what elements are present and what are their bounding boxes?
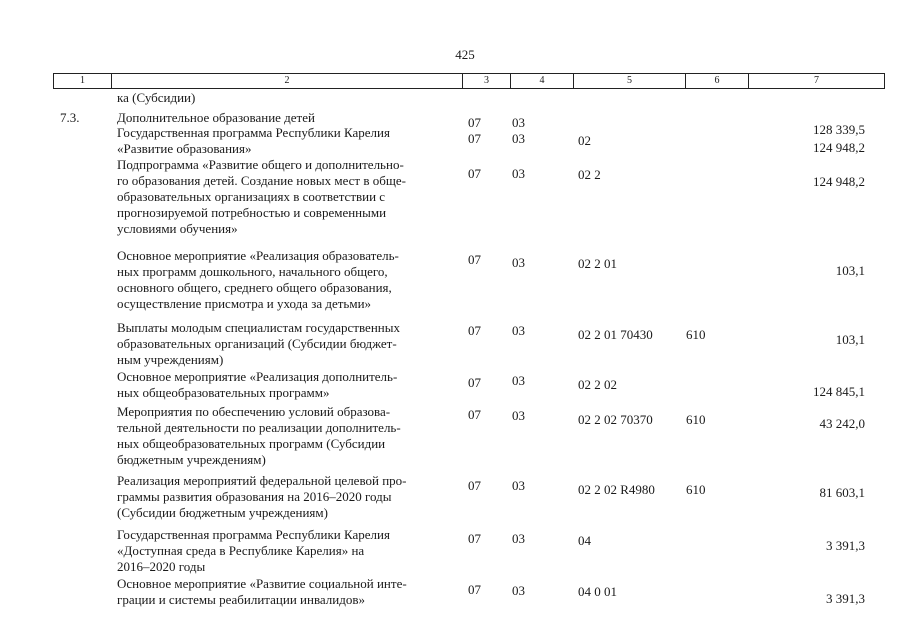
- row-subsection: 03: [512, 115, 525, 130]
- row-amount: 81 603,1: [819, 485, 865, 500]
- row-subsection: 03: [512, 373, 525, 388]
- row-target-code: 04 0 01: [578, 584, 617, 599]
- row-amount: 128 339,5: [813, 122, 865, 137]
- row-amount: 124 948,2: [813, 140, 865, 155]
- row-section: 07: [468, 478, 481, 493]
- header-col-3: 3: [462, 74, 510, 88]
- header-col-6: 6: [685, 74, 748, 88]
- row-name: Государственная программа Республики Карелия «Доступная среда в Республике Карелия» на 2016–2020 годы: [117, 527, 390, 574]
- row-amount: 124 845,1: [813, 384, 865, 399]
- row-target-code: 04: [578, 533, 591, 548]
- row-target-code: 02 2: [578, 167, 601, 182]
- row-amount: 3 391,3: [826, 538, 865, 553]
- row-section: 07: [468, 115, 481, 130]
- row-subsection: 03: [512, 323, 525, 338]
- row-name: Выплаты молодым специалистам государственных образовательных организаций (Субсидии бюджет- ным учреждениям): [117, 320, 400, 367]
- table-header: [53, 73, 885, 89]
- row-amount: 103,1: [835, 263, 865, 278]
- row-target-code: 02 2 02 R4980: [578, 482, 655, 497]
- row-name: Основное мероприятие «Реализация дополнитель- ных общеобразовательных программ»: [117, 369, 398, 400]
- row-subsection: 03: [512, 531, 525, 546]
- row-name: Государственная программа Республики Карелия «Развитие образования»: [117, 125, 390, 156]
- row-subsection: 03: [512, 408, 525, 423]
- row-amount: 43 242,0: [819, 416, 865, 431]
- row-section: 07: [468, 166, 481, 181]
- row-section: 07: [468, 252, 481, 267]
- row-section: 07: [468, 131, 481, 146]
- row-subsection: 03: [512, 131, 525, 146]
- row-section: 07: [468, 531, 481, 546]
- row-target-code: 02 2 01 70430: [578, 327, 653, 342]
- row-name: ка (Субсидии): [117, 90, 196, 105]
- header-col-4: 4: [510, 74, 573, 88]
- row-target-code: 02: [578, 133, 591, 148]
- row-name: Подпрограмма «Развитие общего и дополнительно- го образования детей. Создание новых мест в обще- образовательных организациях в соответствии с прогнозируемой потребностью и современными условиями обучения»: [117, 157, 406, 236]
- row-expense-type: 610: [686, 327, 706, 342]
- header-col-7: 7: [748, 74, 884, 88]
- header-col-5: 5: [573, 74, 685, 88]
- row-name: Реализация мероприятий федеральной целевой про- граммы развития образования на 2016–2020 годы (Субсидии бюджетным учреждениям): [117, 473, 407, 520]
- row-subsection: 03: [512, 255, 525, 270]
- row-expense-type: 610: [686, 412, 706, 427]
- row-section: 07: [468, 407, 481, 422]
- row-name: Мероприятия по обеспечению условий образова- тельной деятельности по реализации дополнитель- ных общеобразовательных программ (Субсидии бюджетным учреждениям): [117, 404, 401, 467]
- row-amount: 103,1: [835, 332, 865, 347]
- row-target-code: 02 2 02: [578, 377, 617, 392]
- row-amount: 124 948,2: [813, 174, 865, 189]
- row-name: Основное мероприятие «Реализация образователь- ных программ дошкольного, начального общего, основного общего, среднего общего образования, осуществление присмотра и ухода за детьми»: [117, 248, 399, 311]
- row-section: 07: [468, 375, 481, 390]
- row-number: 7.3.: [60, 110, 80, 125]
- header-col-2: 2: [111, 74, 462, 88]
- row-expense-type: 610: [686, 482, 706, 497]
- page-number: 425: [455, 47, 475, 62]
- row-section: 07: [468, 582, 481, 597]
- row-name: Дополнительное образование детей: [117, 110, 315, 125]
- row-name: Основное мероприятие «Развитие социальной инте- грации и системы реабилитации инвалидов»: [117, 576, 407, 607]
- row-target-code: 02 2 01: [578, 256, 617, 271]
- header-col-1: 1: [80, 75, 85, 86]
- row-subsection: 03: [512, 583, 525, 598]
- row-target-code: 02 2 02 70370: [578, 412, 653, 427]
- row-subsection: 03: [512, 478, 525, 493]
- row-section: 07: [468, 323, 481, 338]
- row-amount: 3 391,3: [826, 591, 865, 606]
- row-subsection: 03: [512, 166, 525, 181]
